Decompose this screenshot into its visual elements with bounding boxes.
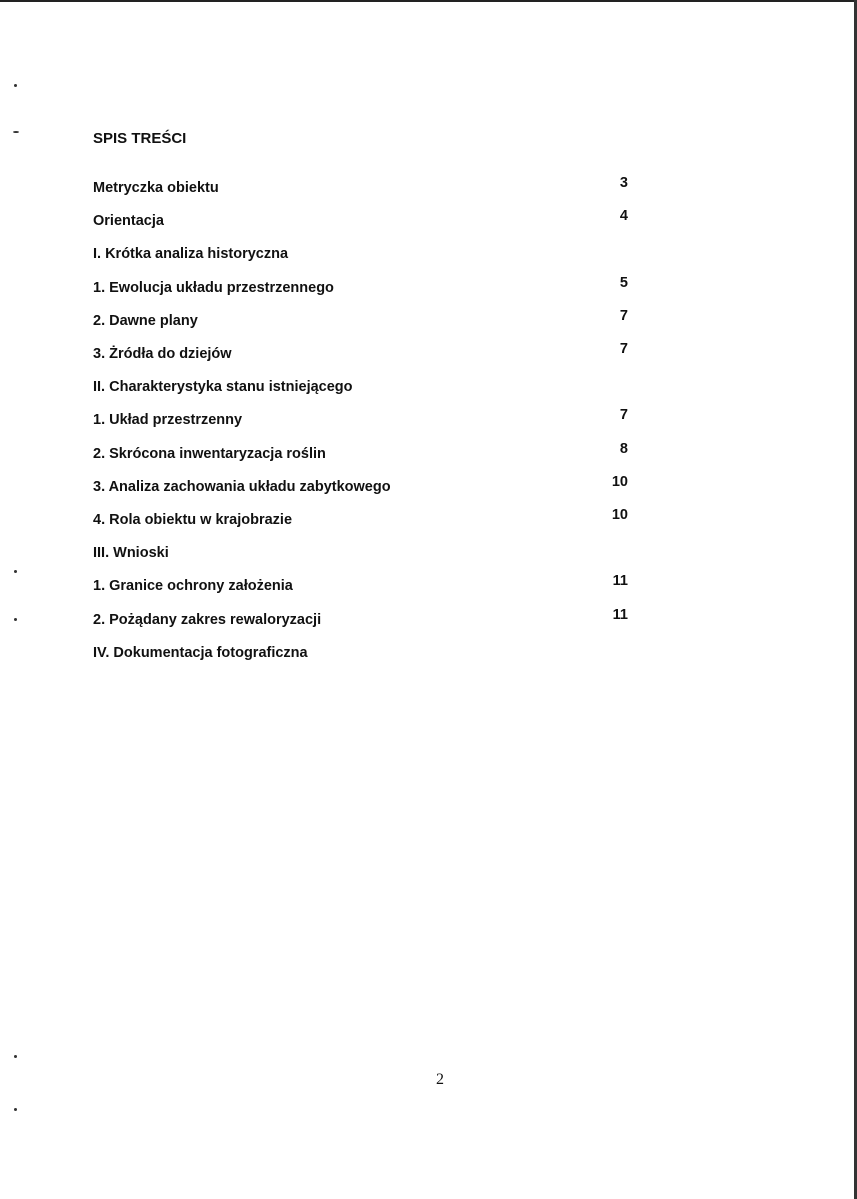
scan-edge-top	[0, 0, 857, 2]
toc-entry-label: 4. Rola obiektu w krajobrazie	[93, 512, 293, 528]
scan-speck	[14, 84, 17, 87]
toc-entry	[93, 175, 628, 200]
page-number: 2	[436, 1071, 444, 1088]
toc-entry	[93, 208, 628, 233]
toc-entry-page: 7	[619, 341, 628, 357]
toc-entry-label: IV. Dokumentacja fotograficzna	[93, 644, 308, 661]
toc-entry-label: 2. Skrócona inwentaryzacja roślin	[93, 445, 326, 462]
scan-speck	[14, 1108, 17, 1111]
toc-entry-page: 3	[619, 175, 628, 191]
toc-entry-page: 11	[612, 606, 628, 623]
toc-entry-label: 1. Ewolucja układu przestrzennego	[93, 279, 334, 296]
toc-entry	[93, 341, 628, 366]
toc-entry-label: II. Charakterystyka stanu istniejącego	[93, 379, 353, 396]
toc-entry-page: 11	[612, 573, 628, 590]
toc-entry-page: 7	[619, 407, 628, 424]
toc-entry-page: 5	[619, 274, 628, 291]
scan-speck	[14, 570, 17, 573]
toc-entry	[93, 274, 628, 300]
toc-entry	[93, 606, 628, 632]
scan-speck	[13, 131, 19, 133]
toc-entry	[93, 545, 628, 565]
toc-entry	[93, 473, 628, 499]
toc-entry	[93, 507, 628, 532]
toc-entry-page: 7	[619, 307, 628, 324]
toc-entry	[93, 407, 628, 432]
toc-entry	[93, 379, 628, 399]
toc-entry	[93, 246, 628, 266]
toc-entry	[93, 307, 628, 333]
toc-entry-label: 3. Analiza zachowania układu zabytkowego	[93, 478, 391, 495]
toc-entry-label: 3. Żródła do dziejów	[93, 346, 232, 362]
toc-entry-label: I. Krótka analiza historyczna	[93, 246, 289, 263]
scan-speck	[14, 1055, 17, 1058]
toc-entry-page: 4	[619, 208, 628, 225]
toc-entry-label: 1. Układ przestrzenny	[93, 412, 243, 429]
toc-entry-label: 2. Dawne plany	[93, 312, 198, 329]
toc-entry-label: 2. Pożądany zakres rewaloryzacji	[93, 611, 322, 628]
toc-entry	[93, 440, 628, 466]
toc-entry	[93, 573, 628, 598]
scan-speck	[14, 618, 17, 621]
toc-entry-label: III. Wnioski	[93, 545, 169, 562]
toc-entry-page: 10	[611, 473, 628, 490]
toc-entry-label: Metryczka obiektu	[93, 180, 219, 196]
toc-entry-label: 1. Granice ochrony założenia	[93, 578, 293, 595]
toc-entry	[93, 645, 628, 665]
toc-entry-label: Orientacja	[93, 213, 164, 230]
toc-entry-page: 8	[619, 440, 628, 457]
toc-entry-page: 10	[611, 507, 628, 523]
toc-title: SPIS TREŚCI	[93, 130, 187, 147]
